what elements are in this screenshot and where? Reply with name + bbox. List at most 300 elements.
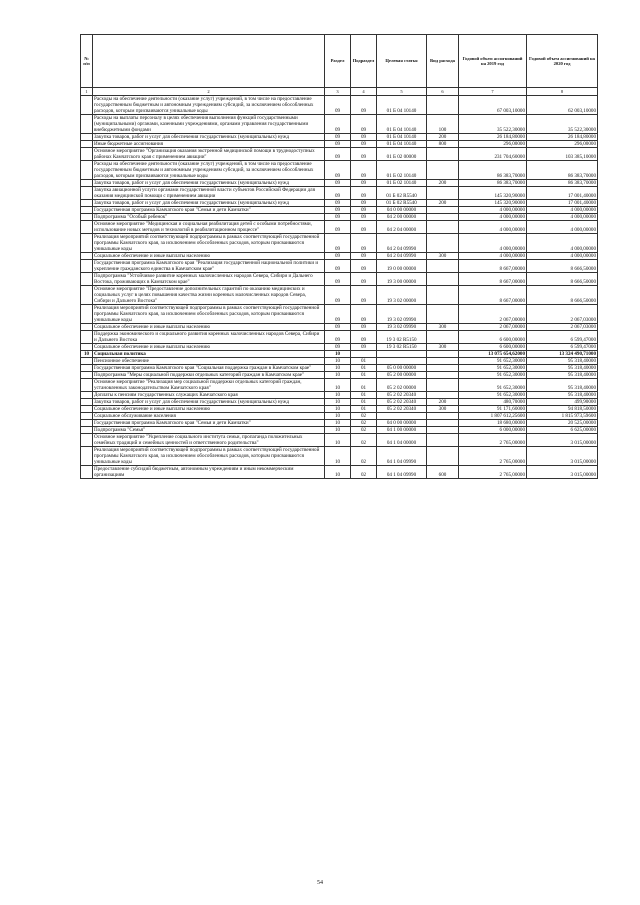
row-amount-2019: 8 667,00000 (459, 286, 527, 305)
table-row (81, 305, 598, 324)
row-name: Подпрограмма "Семья" (93, 427, 325, 434)
row-podrazdel (351, 351, 377, 358)
row-amount-2020: 4 000,00000 (527, 221, 598, 234)
row-podrazdel: 09 (351, 221, 377, 234)
row-csr: 04 0 00 00000 (377, 207, 427, 214)
row-number (81, 286, 93, 305)
row-name: Социальное обеспечение и иные выплаты населению (93, 324, 325, 331)
row-vr (427, 286, 459, 305)
row-name: Социальное обеспечение и иные выплаты населению (93, 406, 325, 413)
row-vr: 300 (427, 344, 459, 351)
row-podrazdel: 02 (351, 466, 377, 479)
row-podrazdel: 09 (351, 260, 377, 273)
row-number (81, 115, 93, 134)
row-number (81, 253, 93, 260)
row-number (81, 413, 93, 420)
row-csr: 19 3 02 09990 (377, 324, 427, 331)
row-vr (427, 214, 459, 221)
col-number: 8 (527, 88, 598, 96)
row-number (81, 141, 93, 148)
table-row (81, 466, 598, 479)
row-podrazdel: 09 (351, 344, 377, 351)
row-amount-2020: 95 318,40000 (527, 365, 598, 372)
row-amount-2019: 91 652,30000 (459, 365, 527, 372)
row-podrazdel: 01 (351, 365, 377, 372)
row-amount-2020: 4 000,00000 (527, 253, 598, 260)
col-number: 3 (325, 88, 351, 96)
row-name: Закупка товаров, работ и услуг для обеспечения государственных (муниципальных) нужд (93, 200, 325, 207)
row-vr: 200 (427, 134, 459, 141)
row-razdel: 09 (325, 260, 351, 273)
row-number (81, 305, 93, 324)
table-row (81, 358, 598, 365)
row-csr: 05 0 00 00000 (377, 365, 427, 372)
row-amount-2019: 2 765,00000 (459, 466, 527, 479)
row-vr (427, 207, 459, 214)
row-podrazdel: 09 (351, 331, 377, 344)
row-amount-2020: 3 015,00000 (527, 434, 598, 447)
row-podrazdel: 09 (351, 148, 377, 161)
row-podrazdel: 02 (351, 427, 377, 434)
row-razdel: 09 (325, 148, 351, 161)
row-name: Социальная политика (93, 351, 325, 358)
row-vr (427, 434, 459, 447)
row-amount-2019: 145 320,90000 (459, 200, 527, 207)
table-row (81, 214, 598, 221)
row-amount-2019: 18 680,00000 (459, 420, 527, 427)
row-vr: 200 (427, 200, 459, 207)
col-number: 7 (459, 88, 527, 96)
row-number (81, 161, 93, 180)
row-podrazdel: 02 (351, 420, 377, 427)
row-name: Социальное обеспечение и иные выплаты населению (93, 344, 325, 351)
table-row (81, 234, 598, 253)
row-razdel: 10 (325, 351, 351, 358)
header-podrazdel: Подраздел (351, 35, 377, 88)
row-name: Реализация мероприятий соответствующей подпрограммы в рамках соответствующей государственной программы Камчатского края, за исключением обособленных расходов, которым присваиваются уникальные коды (93, 234, 325, 253)
row-csr: 05 2 02 20340 (377, 399, 427, 406)
table-row (81, 115, 598, 134)
row-razdel: 10 (325, 358, 351, 365)
row-name: Пенсионное обеспечение (93, 358, 325, 365)
row-razdel: 09 (325, 96, 351, 115)
table-row (81, 161, 598, 180)
row-vr (427, 260, 459, 273)
row-podrazdel: 09 (351, 200, 377, 207)
row-csr: 19 3 02 00000 (377, 286, 427, 305)
row-amount-2019: 6 600,00000 (459, 344, 527, 351)
row-vr (427, 221, 459, 234)
header-2019: Годовой объем ассигнований на 2019 год (459, 35, 527, 88)
row-csr: 04 2 00 00000 (377, 214, 427, 221)
table-row (81, 96, 598, 115)
row-csr: 05 2 02 20340 (377, 392, 427, 399)
row-podrazdel: 02 (351, 434, 377, 447)
row-razdel: 09 (325, 180, 351, 187)
row-name: Закупка товаров, работ и услуг для обеспечения государственных (муниципальных) нужд (93, 134, 325, 141)
row-podrazdel: 09 (351, 96, 377, 115)
row-csr: 04 2 04 09990 (377, 253, 427, 260)
row-amount-2019: 145 320,90000 (459, 187, 527, 200)
row-vr: 800 (427, 141, 459, 148)
row-vr: 100 (427, 115, 459, 134)
row-razdel: 10 (325, 413, 351, 420)
table-row (81, 324, 598, 331)
row-csr (377, 358, 427, 365)
row-vr (427, 331, 459, 344)
table-row (81, 427, 598, 434)
row-number (81, 344, 93, 351)
row-name: Расходы на обеспечение деятельности (оказание услуг) учреждений, в том числе на предоставление государственным бюджетным и автономным учреждениям субсидий, за исключением обособленных расходов, которым присваиваются уникальные коды (93, 96, 325, 115)
table-row (81, 207, 598, 214)
row-amount-2020: 20 525,00000 (527, 420, 598, 427)
row-amount-2020: 6 625,00000 (527, 427, 598, 434)
row-number (81, 187, 93, 200)
row-razdel: 10 (325, 466, 351, 479)
row-amount-2020: 1 815 973,59600 (527, 413, 598, 420)
row-podrazdel: 09 (351, 115, 377, 134)
row-name: Государственная программа Камчатского края "Реализация государственной национальной политики и укрепление гражданского единства в Камчатском крае" (93, 260, 325, 273)
row-amount-2020: 3 015,00000 (527, 466, 598, 479)
row-amount-2020: 95 318,40000 (527, 392, 598, 399)
row-podrazdel: 09 (351, 180, 377, 187)
table-body (81, 96, 598, 479)
row-name: Доплаты к пенсиям государственных служащих Камчатского края (93, 392, 325, 399)
row-number (81, 447, 93, 466)
table-row (81, 344, 598, 351)
row-razdel: 09 (325, 305, 351, 324)
row-name: Расходы на выплаты персоналу в целях обеспечения выполнения функций государственными (муниципальными) органами, казенными учреждениями, органами управления государственными внебюджетными фондами (93, 115, 325, 134)
row-number (81, 180, 93, 187)
header-num: № п/п (81, 35, 93, 88)
table-row (81, 365, 598, 372)
row-number (81, 466, 93, 479)
row-vr (427, 351, 459, 358)
table-row (81, 447, 598, 466)
table-row (81, 331, 598, 344)
row-amount-2019: 91 652,30000 (459, 358, 527, 365)
row-razdel: 09 (325, 115, 351, 134)
row-number (81, 379, 93, 392)
row-podrazdel: 01 (351, 372, 377, 379)
row-vr (427, 161, 459, 180)
row-csr: 05 2 02 20340 (377, 406, 427, 413)
row-number (81, 399, 93, 406)
row-razdel: 10 (325, 365, 351, 372)
row-amount-2020: 3 015,00000 (527, 447, 598, 466)
row-name: Основное мероприятие "Укрепление социального института семьи, пропаганда положительных семейных традиций и семейных ценностей и ответственного родительства" (93, 434, 325, 447)
row-podrazdel: 02 (351, 447, 377, 466)
row-amount-2019: 8 667,00000 (459, 273, 527, 286)
row-name: Предоставление субсидий бюджетным, автономным учреждениям и иным некоммерческим организациям (93, 466, 325, 479)
column-number-row (81, 88, 598, 96)
row-vr (427, 427, 459, 434)
row-vr: 200 (427, 180, 459, 187)
row-csr: 19 3 00 00000 (377, 273, 427, 286)
row-razdel: 09 (325, 200, 351, 207)
row-podrazdel: 01 (351, 399, 377, 406)
row-amount-2019: 4 000,00000 (459, 221, 527, 234)
row-vr (427, 447, 459, 466)
row-csr: 01 Б 04 10140 (377, 115, 427, 134)
row-vr (427, 392, 459, 399)
row-number (81, 365, 93, 372)
table-row (81, 399, 598, 406)
row-number (81, 273, 93, 286)
row-amount-2020: 35 522,30000 (527, 115, 598, 134)
row-razdel: 10 (325, 372, 351, 379)
row-vr (427, 305, 459, 324)
row-csr: 01 Б 02 10140 (377, 161, 427, 180)
row-csr: 05 2 02 00000 (377, 379, 427, 392)
table-row (81, 134, 598, 141)
row-podrazdel: 02 (351, 413, 377, 420)
row-name: Закупка авиационной услуги органами государственной власти субъектов Российской Федерации для оказания медицинской помощи с применением авиации (93, 187, 325, 200)
row-podrazdel: 09 (351, 273, 377, 286)
row-number (81, 96, 93, 115)
row-amount-2019: 2 067,00000 (459, 324, 527, 331)
row-number (81, 358, 93, 365)
row-razdel: 09 (325, 207, 351, 214)
row-amount-2020: 86 383,70000 (527, 180, 598, 187)
row-razdel: 10 (325, 399, 351, 406)
row-name: Основное мероприятие "Организация оказания экстренной медицинской помощи в труднодоступных районах Камчатского края с применением авиации" (93, 148, 325, 161)
row-vr: 600 (427, 466, 459, 479)
row-amount-2020: 4 000,00000 (527, 207, 598, 214)
table-row (81, 351, 598, 358)
row-name: Государственная программа Камчатского края "Семья и дети Камчатки" (93, 207, 325, 214)
row-name: Основное мероприятие "Предоставление дополнительных гарантий по оказанию медицинских и социальных услуг в целях повышения качества жизни коренных малочисленных народов Севера, Сибири и Дальнего Востока" (93, 286, 325, 305)
row-razdel: 09 (325, 324, 351, 331)
row-vr (427, 273, 459, 286)
row-razdel: 09 (325, 214, 351, 221)
row-csr: 04 2 04 00000 (377, 221, 427, 234)
table-row (81, 413, 598, 420)
row-csr: 04 0 00 00000 (377, 420, 427, 427)
row-podrazdel: 09 (351, 161, 377, 180)
row-vr: 300 (427, 324, 459, 331)
row-number (81, 134, 93, 141)
row-number (81, 207, 93, 214)
table-row (81, 406, 598, 413)
row-podrazdel: 09 (351, 253, 377, 260)
row-razdel: 09 (325, 331, 351, 344)
row-razdel: 09 (325, 286, 351, 305)
row-razdel: 10 (325, 434, 351, 447)
row-name: Поддержка экономического и социального развития коренных малочисленных народов Севера, Сибири и Дальнего Востока (93, 331, 325, 344)
table-row (81, 260, 598, 273)
row-csr: 04 1 04 09990 (377, 447, 427, 466)
row-csr: 01 Б 02 R5540 (377, 187, 427, 200)
header-name (93, 35, 325, 88)
row-number: 10 (81, 351, 93, 358)
row-name: Реализация мероприятий соответствующей подпрограммы в рамках соответствующей государственной программы Камчатского края, за исключением обособленных расходов, которым присваиваются уникальные коды (93, 305, 325, 324)
row-amount-2020: 95 318,40000 (527, 379, 598, 392)
header-vr: Вид расхода (427, 35, 459, 88)
row-name: Государственная программа Камчатского края "Семья и дети Камчатки" (93, 420, 325, 427)
row-csr: 19 3 02 R5150 (377, 331, 427, 344)
row-number (81, 406, 93, 413)
table-row (81, 372, 598, 379)
table-row (81, 141, 598, 148)
table-row (81, 273, 598, 286)
row-razdel: 09 (325, 161, 351, 180)
row-amount-2019: 13 075 654,62000 (459, 351, 527, 358)
row-razdel: 09 (325, 221, 351, 234)
row-csr: 01 Б 02 10140 (377, 180, 427, 187)
row-podrazdel: 01 (351, 358, 377, 365)
row-vr: 200 (427, 399, 459, 406)
table-row (81, 221, 598, 234)
row-number (81, 221, 93, 234)
row-podrazdel: 09 (351, 207, 377, 214)
row-number (81, 260, 93, 273)
row-amount-2019: 4 000,00000 (459, 253, 527, 260)
row-amount-2019: 4 000,00000 (459, 234, 527, 253)
header-2020: Годовой объем ассигнований на 2020 год (527, 35, 598, 88)
col-number: 6 (427, 88, 459, 96)
row-csr: 04 1 00 00000 (377, 427, 427, 434)
row-razdel: 10 (325, 420, 351, 427)
row-number (81, 392, 93, 399)
row-amount-2019: 2 765,00000 (459, 447, 527, 466)
row-number (81, 234, 93, 253)
row-csr: 05 2 00 00000 (377, 372, 427, 379)
row-number (81, 331, 93, 344)
row-csr: 19 0 00 00000 (377, 260, 427, 273)
row-amount-2020: 17 001,40000 (527, 200, 598, 207)
row-csr: 04 1 04 00000 (377, 434, 427, 447)
row-name: Иные бюджетные ассигнования (93, 141, 325, 148)
row-amount-2020: 6 599,47000 (527, 331, 598, 344)
row-amount-2020: 17 001,40000 (527, 187, 598, 200)
row-amount-2019: 86 383,70000 (459, 180, 527, 187)
row-razdel: 09 (325, 141, 351, 148)
row-amount-2020: 8 666,50000 (527, 260, 598, 273)
row-name: Подпрограмма "Меры социальной поддержки отдельных категорий граждан в Камчатском крае" (93, 372, 325, 379)
row-vr (427, 365, 459, 372)
row-amount-2020: 8 666,50000 (527, 273, 598, 286)
row-number (81, 427, 93, 434)
row-number (81, 434, 93, 447)
row-vr (427, 148, 459, 161)
row-amount-2020: 499,90000 (527, 399, 598, 406)
row-podrazdel: 01 (351, 392, 377, 399)
row-number (81, 372, 93, 379)
table-row (81, 434, 598, 447)
row-vr (427, 358, 459, 365)
table-row (81, 148, 598, 161)
row-vr (427, 379, 459, 392)
row-razdel: 09 (325, 253, 351, 260)
row-amount-2019: 1 807 612,25600 (459, 413, 527, 420)
row-razdel: 10 (325, 406, 351, 413)
row-razdel: 09 (325, 273, 351, 286)
row-amount-2020: 95 318,40000 (527, 358, 598, 365)
row-amount-2019: 6 000,00000 (459, 427, 527, 434)
row-amount-2019: 296,00000 (459, 141, 527, 148)
row-amount-2020: 6 599,47000 (527, 344, 598, 351)
row-podrazdel: 09 (351, 141, 377, 148)
row-number (81, 324, 93, 331)
table-row (81, 420, 598, 427)
header-csr: Целевая статья (377, 35, 427, 88)
row-amount-2019: 67 003,10000 (459, 96, 527, 115)
row-amount-2019: 2 067,00000 (459, 305, 527, 324)
row-csr: 01 Б 04 10140 (377, 141, 427, 148)
col-number: 4 (351, 88, 377, 96)
row-amount-2019: 8 667,00000 (459, 260, 527, 273)
row-csr: 19 3 02 09990 (377, 305, 427, 324)
table-row (81, 187, 598, 200)
row-number (81, 420, 93, 427)
row-podrazdel: 09 (351, 305, 377, 324)
row-csr: 19 3 02 R5150 (377, 344, 427, 351)
row-vr (427, 413, 459, 420)
table-row (81, 200, 598, 207)
row-razdel: 09 (325, 234, 351, 253)
row-razdel: 09 (325, 187, 351, 200)
table-row (81, 253, 598, 260)
row-amount-2019: 4 000,00000 (459, 207, 527, 214)
row-csr: 04 1 04 09990 (377, 466, 427, 479)
row-amount-2020: 62 003,10000 (527, 96, 598, 115)
row-razdel: 09 (325, 344, 351, 351)
row-csr: 01 Б 04 10140 (377, 96, 427, 115)
row-csr (377, 351, 427, 358)
row-number (81, 200, 93, 207)
col-number: 1 (81, 88, 93, 96)
row-name: Социальное обслуживание населения (93, 413, 325, 420)
row-name: Закупка товаров, работ и услуг для обеспечения государственных (муниципальных) нужд (93, 399, 325, 406)
row-vr (427, 234, 459, 253)
row-razdel: 09 (325, 134, 351, 141)
row-podrazdel: 09 (351, 214, 377, 221)
row-vr: 300 (427, 406, 459, 413)
col-number: 2 (93, 88, 325, 96)
row-amount-2020: 86 383,70000 (527, 161, 598, 180)
table-header-row (81, 35, 598, 88)
row-vr (427, 420, 459, 427)
row-csr: 04 2 04 09990 (377, 234, 427, 253)
row-amount-2020: 2 067,03000 (527, 305, 598, 324)
row-number (81, 214, 93, 221)
row-csr (377, 413, 427, 420)
table-row (81, 286, 598, 305)
row-name: Основное мероприятие "Медицинская и социальная реабилитация детей с особыми потребностями, использование новых методов и технологий в реабилитационном процессе" (93, 221, 325, 234)
row-podrazdel: 01 (351, 379, 377, 392)
row-razdel: 10 (325, 427, 351, 434)
header-razdel: Раздел (325, 35, 351, 88)
row-amount-2019: 6 600,00000 (459, 331, 527, 344)
row-amount-2020: 4 000,00000 (527, 214, 598, 221)
row-amount-2020: 94 818,50000 (527, 406, 598, 413)
row-vr (427, 372, 459, 379)
table-row (81, 379, 598, 392)
row-name: Подпрограмма "Особый ребенок" (93, 214, 325, 221)
row-razdel: 10 (325, 379, 351, 392)
page-number: 54 (317, 880, 323, 886)
row-number (81, 148, 93, 161)
row-amount-2019: 91 652,30000 (459, 379, 527, 392)
row-name: Реализация мероприятий соответствующей подпрограммы в рамках соответствующей государственной программы Камчатского края, за исключением обособленных расходов, которым присваиваются уникальные коды (93, 447, 325, 466)
table-row (81, 180, 598, 187)
row-vr (427, 187, 459, 200)
row-amount-2019: 26 184,80000 (459, 134, 527, 141)
row-name: Расходы на обеспечение деятельности (оказание услуг) учреждений, в том числе на предоставление государственным бюджетным и автономным учреждениям субсидий, за исключением обособленных расходов, которым присваиваются уникальные коды (93, 161, 325, 180)
row-razdel: 10 (325, 447, 351, 466)
row-amount-2020: 8 666,50000 (527, 286, 598, 305)
